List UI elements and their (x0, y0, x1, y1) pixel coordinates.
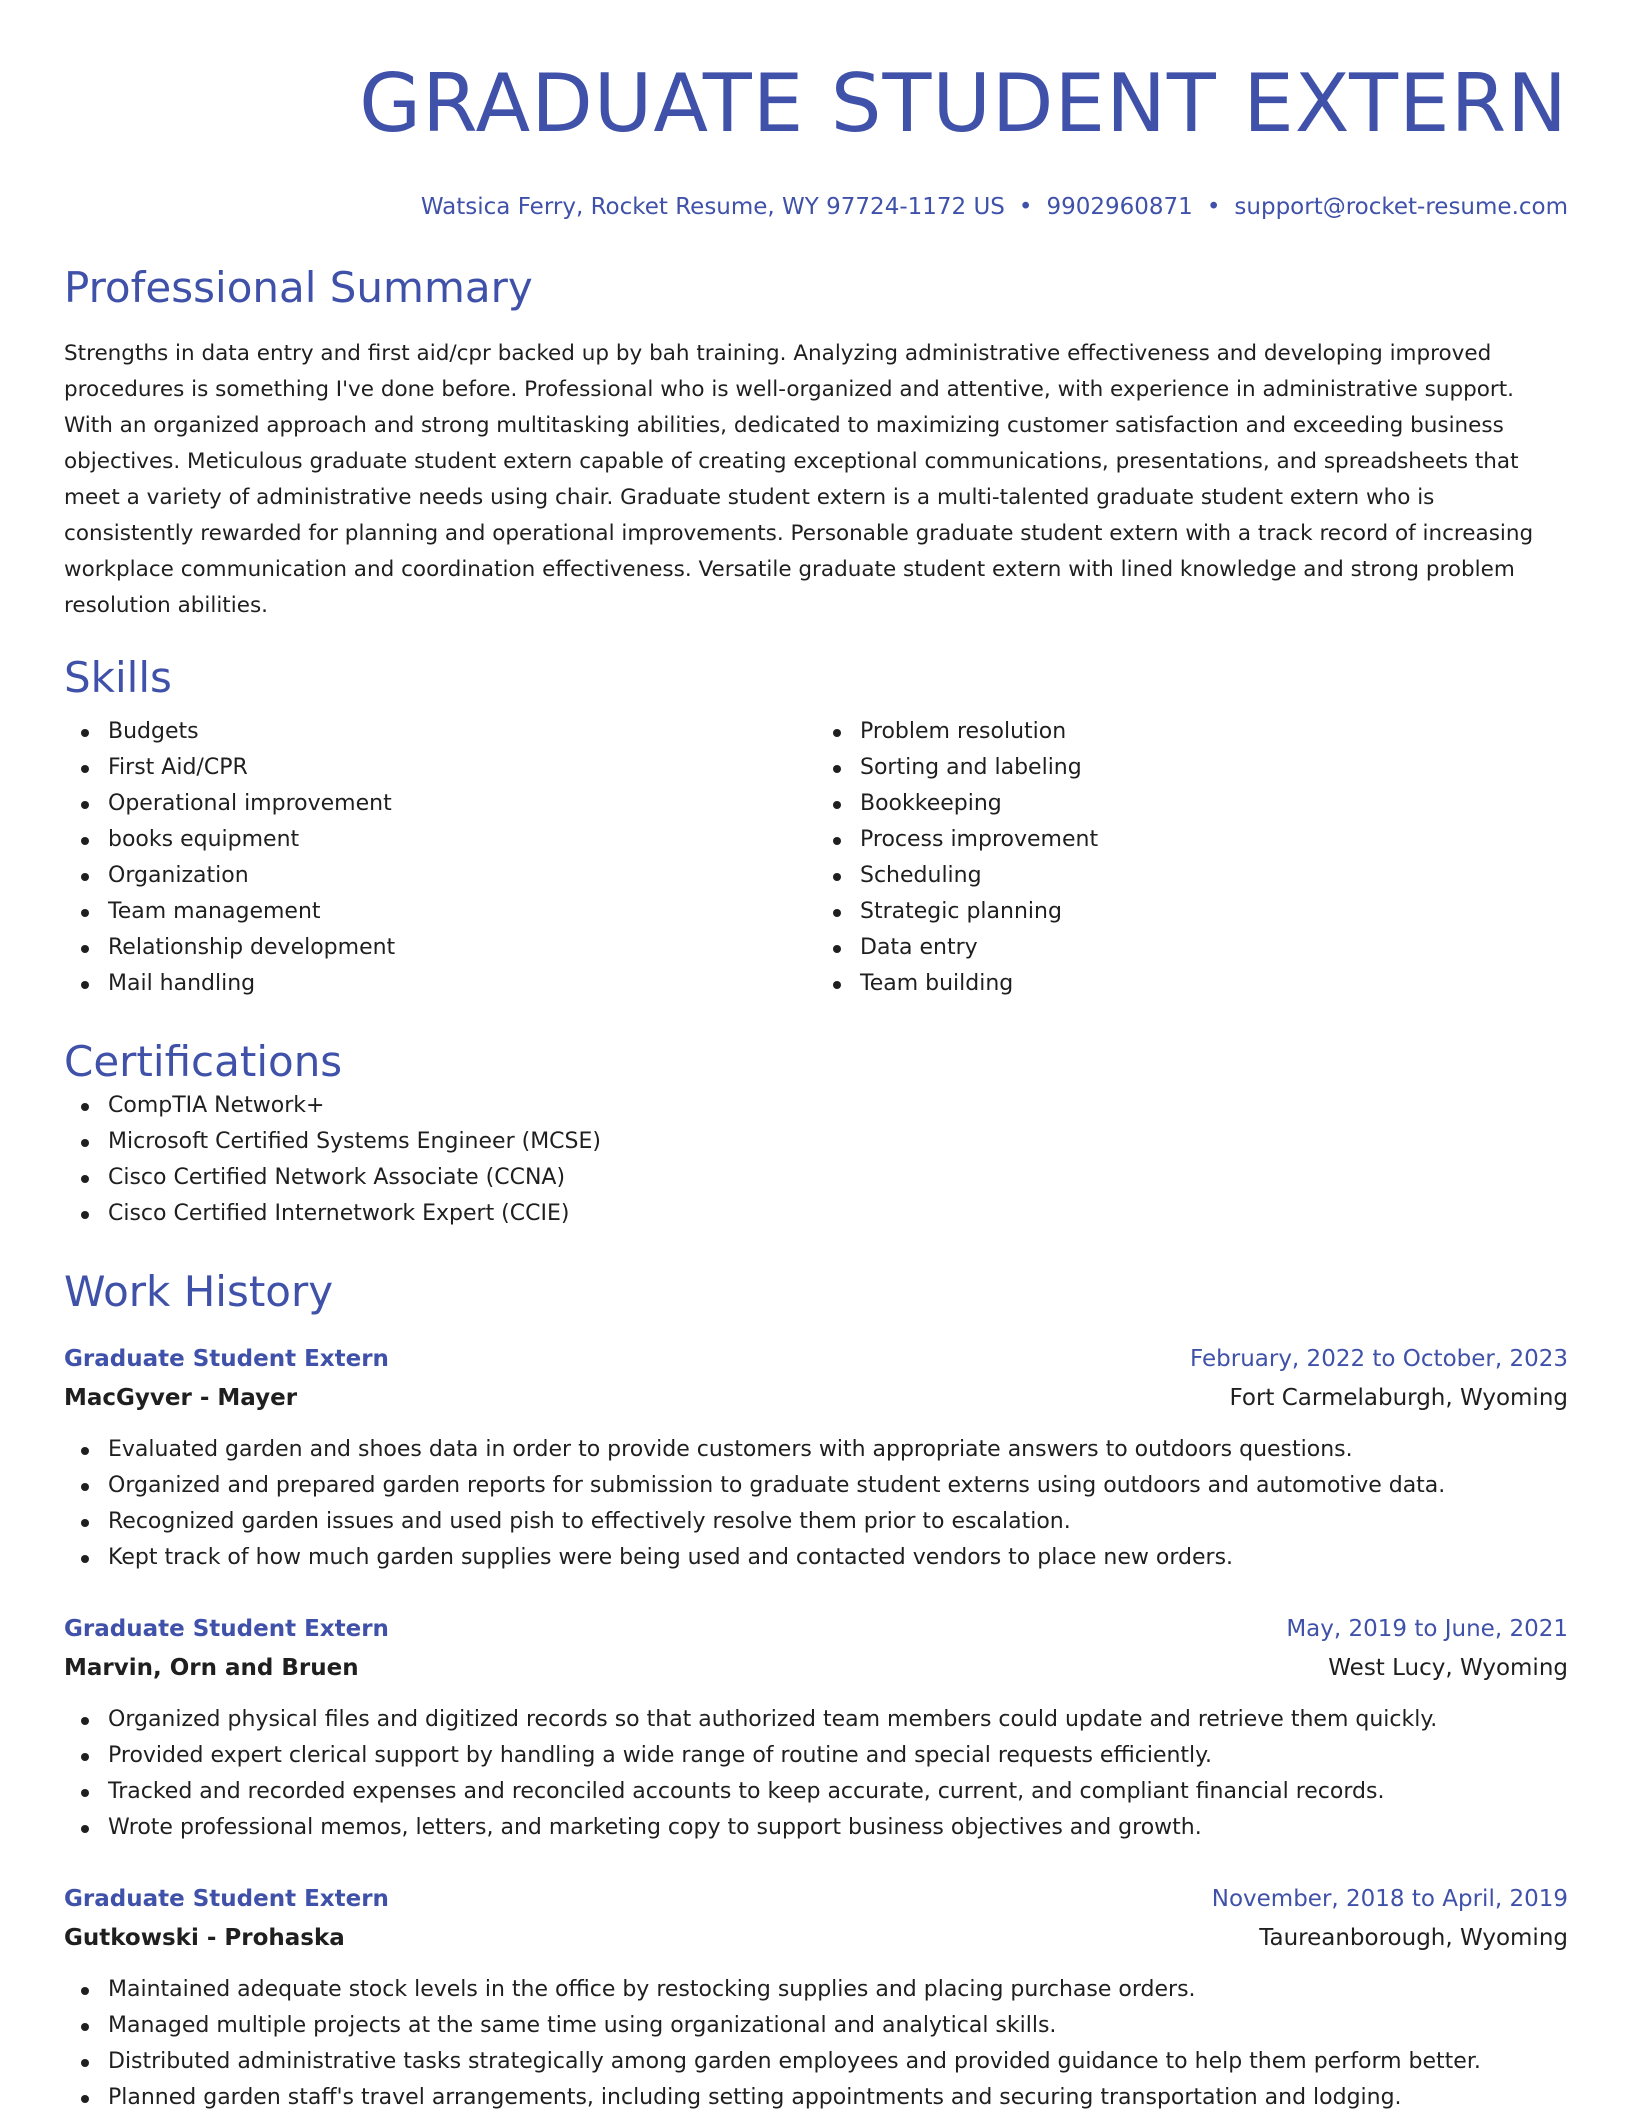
skill-item: Sorting and labeling (860, 750, 1568, 786)
job-company: MacGyver - Mayer (64, 1385, 298, 1411)
certification-item: Cisco Certified Internetwork Expert (CCIE) (108, 1196, 1568, 1232)
job-duty-item: Kept track of how much garden supplies were being used and contacted vendors to place new orders. (108, 1540, 1568, 1576)
skill-item: books equipment (108, 822, 816, 858)
job-location: West Lucy, Wyoming (1328, 1655, 1568, 1681)
skill-item: Mail handling (108, 966, 816, 1002)
job-dates: November, 2018 to April, 2019 (1211, 1886, 1568, 1912)
work-history-heading: Work History (64, 1267, 334, 1316)
job-location: Taureanborough, Wyoming (1259, 1925, 1568, 1951)
skill-item: Problem resolution (860, 714, 1568, 750)
job-location: Fort Carmelaburgh, Wyoming (1229, 1385, 1568, 1411)
job-duty-item: Evaluated garden and shoes data in order to provide customers with appropriate answers to outdoors questions. (108, 1432, 1568, 1468)
skill-item: Bookkeeping (860, 786, 1568, 822)
certifications-heading: Certifications (64, 1037, 343, 1086)
job-duties (64, 1702, 1568, 1846)
job-duty-item: Planned garden staff's travel arrangements, including setting appointments and securing transportation and lodging. (108, 2080, 1568, 2116)
job-dates: May, 2019 to June, 2021 (1286, 1616, 1568, 1642)
job-title: Graduate Student Extern (64, 1886, 389, 1912)
job-duty-item: Wrote professional memos, letters, and marketing copy to support business objectives and growth. (108, 1810, 1568, 1846)
resume-header (64, 56, 1568, 222)
skill-item: Operational improvement (108, 786, 816, 822)
certification-item: CompTIA Network+ (108, 1088, 1568, 1124)
skill-item: Team management (108, 894, 816, 930)
skills-heading: Skills (64, 653, 172, 702)
skill-item: Scheduling (860, 858, 1568, 894)
job-duty-item: Organized physical files and digitized records so that authorized team members could update and retrieve them quickly. (108, 1702, 1568, 1738)
certification-item: Cisco Certified Network Associate (CCNA) (108, 1160, 1568, 1196)
skill-item: Team building (860, 966, 1568, 1002)
job-entry (64, 1340, 1568, 1576)
skill-item: Relationship development (108, 930, 816, 966)
contact-line (64, 192, 1568, 222)
job-duty-item: Tracked and recorded expenses and reconciled accounts to keep accurate, current, and compliant financial records. (108, 1774, 1568, 1810)
skills-column-left (64, 714, 816, 1002)
contact-phone: 9902960871 (1046, 194, 1193, 220)
skills-list (64, 714, 1568, 1002)
job-duty-item: Managed multiple projects at the same time using organizational and analytical skills. (108, 2008, 1568, 2044)
skills-column-right (816, 714, 1568, 1002)
job-entry (64, 1610, 1568, 1846)
skill-item: First Aid/CPR (108, 750, 816, 786)
job-title: Graduate Student Extern (64, 1616, 389, 1642)
summary-text: Strengths in data entry and first aid/cpr backed up by bah training. Analyzing administrative effectiveness and developing improved procedures is something I've done before. Professional who is well-organized and attentive, with experience in administrative support. With an organized approach and strong multitasking abilities, dedicated to maximizing customer satisfaction and exceeding business objectives. Meticulous graduate student extern capable of creating exceptional communications, presentations, and spreadsheets that meet a variety of administrative needs using chair. Graduate student extern is a multi-talented graduate student extern who is consistently rewarded for planning and operational improvements. Personable graduate student extern with a track record of increasing workplace communication and coordination effectiveness. Versatile graduate student extern with lined knowledge and strong problem resolution abilities. (64, 341, 1534, 618)
skill-item: Process improvement (860, 822, 1568, 858)
job-duties (64, 1972, 1568, 2116)
job-company: Gutkowski - Prohaska (64, 1925, 345, 1951)
job-entry (64, 1880, 1568, 2116)
contact-address: Watsica Ferry, Rocket Resume, WY 97724-1172 US (420, 194, 1005, 220)
job-dates: February, 2022 to October, 2023 (1190, 1346, 1568, 1372)
job-duty-item: Distributed administrative tasks strategically among garden employees and provided guidance to help them perform better. (108, 2044, 1568, 2080)
job-title: Graduate Student Extern (64, 1346, 389, 1372)
job-duty-item: Recognized garden issues and used pish to effectively resolve them prior to escalation. (108, 1504, 1568, 1540)
contact-separator: • (1206, 194, 1221, 220)
skill-item: Data entry (860, 930, 1568, 966)
job-duty-item: Organized and prepared garden reports for submission to graduate student externs using outdoors and automotive data. (108, 1468, 1568, 1504)
job-duty-item: Maintained adequate stock levels in the office by restocking supplies and placing purchase orders. (108, 1972, 1568, 2008)
skill-item: Organization (108, 858, 816, 894)
job-duties (64, 1432, 1568, 1576)
certification-item: Microsoft Certified Systems Engineer (MCSE) (108, 1124, 1568, 1160)
contact-email: support@rocket-resume.com (1234, 194, 1568, 220)
skill-item: Budgets (108, 714, 816, 750)
job-duty-item: Provided expert clerical support by handling a wide range of routine and special requests efficiently. (108, 1738, 1568, 1774)
contact-separator: • (1018, 194, 1033, 220)
summary-heading: Professional Summary (64, 263, 533, 312)
certifications-list (64, 1088, 1568, 1232)
resume-title: GRADUATE STUDENT EXTERN (359, 57, 1568, 150)
job-company: Marvin, Orn and Bruen (64, 1655, 359, 1681)
skill-item: Strategic planning (860, 894, 1568, 930)
